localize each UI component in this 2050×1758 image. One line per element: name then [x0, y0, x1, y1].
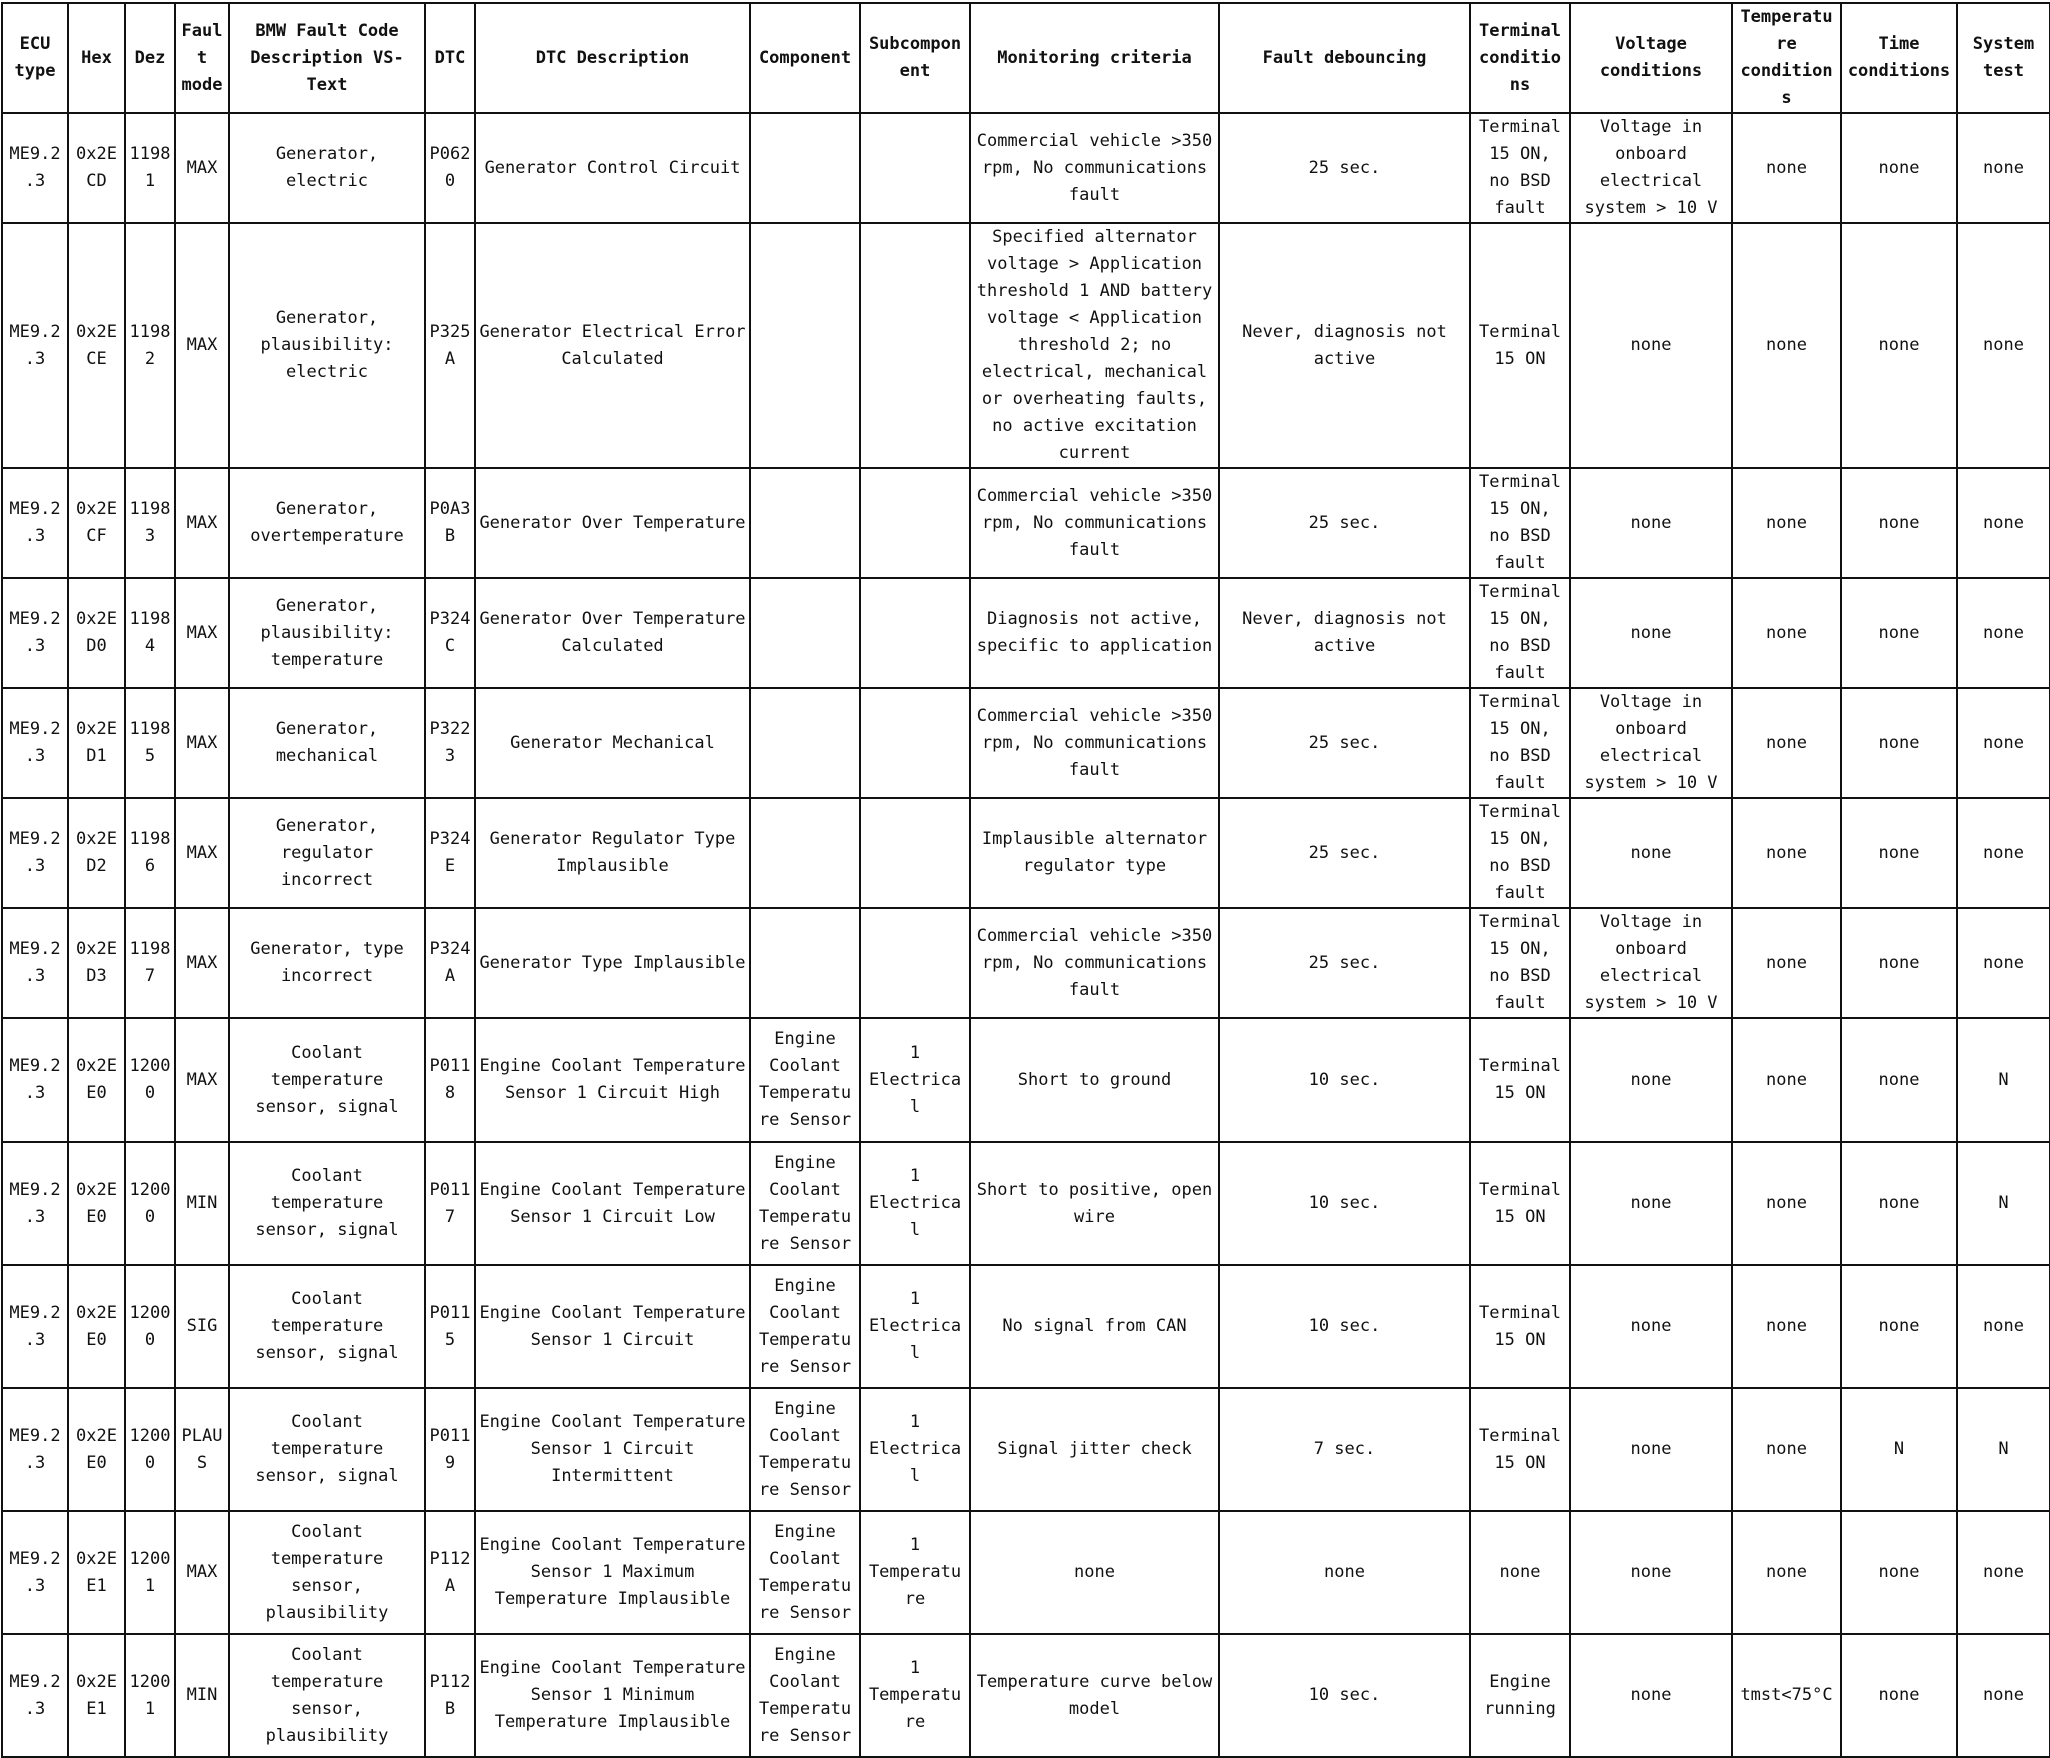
cell-dtc: P0620 [425, 113, 475, 223]
table-body [2, 113, 2050, 1757]
cell-bmw-description: Generator, mechanical [229, 688, 425, 798]
cell-temperature-conditions: none [1732, 578, 1841, 688]
fault-code-table [1, 2, 2050, 1758]
cell-component [750, 578, 860, 688]
cell-subcomponent [860, 113, 970, 223]
cell-system-test: none [1957, 223, 2050, 468]
cell-time-conditions: none [1841, 468, 1957, 578]
column-header-ecu-type: ECU type [2, 3, 68, 113]
cell-voltage-conditions: Voltage in onboard electrical system > 10 V [1570, 908, 1732, 1018]
cell-subcomponent [860, 468, 970, 578]
cell-bmw-description: Coolant temperature sensor, signal [229, 1388, 425, 1511]
cell-terminal-conditions: Terminal 15 ON [1470, 223, 1570, 468]
cell-fault-mode: MAX [175, 908, 229, 1018]
cell-subcomponent [860, 578, 970, 688]
cell-dtc-description: Generator Regulator Type Implausible [475, 798, 750, 908]
cell-hex: 0x2EE0 [68, 1018, 125, 1142]
cell-fault-mode: MIN [175, 1634, 229, 1757]
cell-temperature-conditions: none [1732, 1142, 1841, 1265]
cell-dtc: P324A [425, 908, 475, 1018]
cell-hex: 0x2EE0 [68, 1388, 125, 1511]
cell-component [750, 798, 860, 908]
cell-fault-debouncing: 25 sec. [1219, 798, 1470, 908]
cell-dtc: P0115 [425, 1265, 475, 1388]
cell-fault-mode: MAX [175, 1511, 229, 1634]
cell-dez: 11983 [125, 468, 175, 578]
cell-voltage-conditions: none [1570, 1142, 1732, 1265]
cell-ecu-type: ME9.2.3 [2, 1511, 68, 1634]
cell-subcomponent: 1 Electrical [860, 1018, 970, 1142]
cell-monitoring-criteria: Commercial vehicle >350 rpm, No communications fault [970, 908, 1219, 1018]
cell-system-test: none [1957, 1265, 2050, 1388]
cell-hex: 0x2ED1 [68, 688, 125, 798]
cell-dtc: P324C [425, 578, 475, 688]
cell-dtc-description: Generator Control Circuit [475, 113, 750, 223]
cell-dtc-description: Generator Type Implausible [475, 908, 750, 1018]
cell-temperature-conditions: none [1732, 113, 1841, 223]
cell-component [750, 908, 860, 1018]
cell-fault-debouncing: 25 sec. [1219, 468, 1470, 578]
cell-time-conditions: none [1841, 688, 1957, 798]
cell-time-conditions: none [1841, 578, 1957, 688]
table-row [2, 223, 2050, 468]
cell-monitoring-criteria: Commercial vehicle >350 rpm, No communications fault [970, 688, 1219, 798]
cell-fault-mode: MAX [175, 223, 229, 468]
cell-voltage-conditions: Voltage in onboard electrical system > 10 V [1570, 113, 1732, 223]
cell-fault-mode: MAX [175, 578, 229, 688]
cell-ecu-type: ME9.2.3 [2, 1142, 68, 1265]
cell-monitoring-criteria: Short to positive, open wire [970, 1142, 1219, 1265]
cell-fault-debouncing: none [1219, 1511, 1470, 1634]
cell-temperature-conditions: none [1732, 1511, 1841, 1634]
cell-fault-debouncing: 10 sec. [1219, 1018, 1470, 1142]
column-header-bmw-description: BMW Fault Code Description VS-Text [229, 3, 425, 113]
cell-dtc: P0118 [425, 1018, 475, 1142]
cell-terminal-conditions: Terminal 15 ON, no BSD fault [1470, 688, 1570, 798]
table-header [2, 3, 2050, 113]
cell-system-test: none [1957, 798, 2050, 908]
cell-dtc-description: Generator Mechanical [475, 688, 750, 798]
cell-time-conditions: none [1841, 1634, 1957, 1757]
cell-bmw-description: Generator, electric [229, 113, 425, 223]
cell-fault-debouncing: 25 sec. [1219, 908, 1470, 1018]
table-row [2, 1142, 2050, 1265]
cell-terminal-conditions: Terminal 15 ON [1470, 1142, 1570, 1265]
cell-voltage-conditions: Voltage in onboard electrical system > 10 V [1570, 688, 1732, 798]
cell-component: Engine Coolant Temperature Sensor [750, 1265, 860, 1388]
cell-dtc: P324E [425, 798, 475, 908]
cell-fault-mode: SIG [175, 1265, 229, 1388]
table-row [2, 1634, 2050, 1757]
cell-voltage-conditions: none [1570, 223, 1732, 468]
cell-dtc: P112B [425, 1634, 475, 1757]
cell-system-test: N [1957, 1388, 2050, 1511]
cell-terminal-conditions: Terminal 15 ON, no BSD fault [1470, 908, 1570, 1018]
cell-dtc-description: Engine Coolant Temperature Sensor 1 Circuit [475, 1265, 750, 1388]
cell-time-conditions: none [1841, 1265, 1957, 1388]
cell-dtc-description: Engine Coolant Temperature Sensor 1 Circuit Intermittent [475, 1388, 750, 1511]
cell-component: Engine Coolant Temperature Sensor [750, 1142, 860, 1265]
cell-system-test: none [1957, 1511, 2050, 1634]
cell-fault-mode: MAX [175, 468, 229, 578]
cell-terminal-conditions: none [1470, 1511, 1570, 1634]
cell-ecu-type: ME9.2.3 [2, 1634, 68, 1757]
cell-component: Engine Coolant Temperature Sensor [750, 1388, 860, 1511]
cell-fault-debouncing: Never, diagnosis not active [1219, 223, 1470, 468]
cell-dtc: P325A [425, 223, 475, 468]
column-header-terminal-conditions: Terminal conditions [1470, 3, 1570, 113]
cell-fault-debouncing: 25 sec. [1219, 113, 1470, 223]
column-header-dtc: DTC [425, 3, 475, 113]
cell-temperature-conditions: none [1732, 223, 1841, 468]
cell-voltage-conditions: none [1570, 578, 1732, 688]
cell-voltage-conditions: none [1570, 1018, 1732, 1142]
column-header-fault-debouncing: Fault debouncing [1219, 3, 1470, 113]
cell-terminal-conditions: Terminal 15 ON, no BSD fault [1470, 578, 1570, 688]
cell-component [750, 688, 860, 798]
table-row [2, 578, 2050, 688]
column-header-time-conditions: Time conditions [1841, 3, 1957, 113]
cell-fault-debouncing: 10 sec. [1219, 1142, 1470, 1265]
cell-ecu-type: ME9.2.3 [2, 1018, 68, 1142]
cell-subcomponent: 1 Electrical [860, 1388, 970, 1511]
cell-monitoring-criteria: none [970, 1511, 1219, 1634]
cell-dtc-description: Engine Coolant Temperature Sensor 1 Maximum Temperature Implausible [475, 1511, 750, 1634]
cell-system-test: none [1957, 113, 2050, 223]
cell-ecu-type: ME9.2.3 [2, 1388, 68, 1511]
cell-monitoring-criteria: Commercial vehicle >350 rpm, No communications fault [970, 113, 1219, 223]
cell-time-conditions: none [1841, 223, 1957, 468]
cell-terminal-conditions: Terminal 15 ON [1470, 1388, 1570, 1511]
cell-hex: 0x2ED0 [68, 578, 125, 688]
cell-bmw-description: Generator, regulator incorrect [229, 798, 425, 908]
cell-subcomponent [860, 798, 970, 908]
cell-ecu-type: ME9.2.3 [2, 798, 68, 908]
cell-voltage-conditions: none [1570, 1265, 1732, 1388]
column-header-dtc-description: DTC Description [475, 3, 750, 113]
cell-fault-mode: MAX [175, 798, 229, 908]
table-row [2, 1388, 2050, 1511]
cell-fault-debouncing: 7 sec. [1219, 1388, 1470, 1511]
cell-terminal-conditions: Engine running [1470, 1634, 1570, 1757]
cell-hex: 0x2EE1 [68, 1634, 125, 1757]
cell-bmw-description: Generator, plausibility: electric [229, 223, 425, 468]
cell-dez: 12001 [125, 1511, 175, 1634]
cell-hex: 0x2ECD [68, 113, 125, 223]
cell-time-conditions: none [1841, 1142, 1957, 1265]
cell-subcomponent: 1 Temperature [860, 1511, 970, 1634]
cell-system-test: none [1957, 468, 2050, 578]
cell-ecu-type: ME9.2.3 [2, 688, 68, 798]
cell-bmw-description: Generator, plausibility: temperature [229, 578, 425, 688]
cell-voltage-conditions: none [1570, 798, 1732, 908]
cell-system-test: N [1957, 1142, 2050, 1265]
cell-subcomponent: 1 Temperature [860, 1634, 970, 1757]
cell-component: Engine Coolant Temperature Sensor [750, 1634, 860, 1757]
cell-dez: 12000 [125, 1388, 175, 1511]
cell-system-test: none [1957, 578, 2050, 688]
cell-monitoring-criteria: Temperature curve below model [970, 1634, 1219, 1757]
cell-dtc-description: Engine Coolant Temperature Sensor 1 Circuit Low [475, 1142, 750, 1265]
cell-hex: 0x2ED2 [68, 798, 125, 908]
cell-monitoring-criteria: Signal jitter check [970, 1388, 1219, 1511]
cell-ecu-type: ME9.2.3 [2, 468, 68, 578]
cell-subcomponent [860, 688, 970, 798]
table-row [2, 908, 2050, 1018]
cell-hex: 0x2EE0 [68, 1142, 125, 1265]
cell-dez: 12000 [125, 1265, 175, 1388]
cell-time-conditions: none [1841, 113, 1957, 223]
cell-monitoring-criteria: Specified alternator voltage > Application threshold 1 AND battery voltage < Application threshold 2; no electrical, mechanical or overheating faults, no active excitation current [970, 223, 1219, 468]
cell-hex: 0x2ECF [68, 468, 125, 578]
cell-dez: 12000 [125, 1142, 175, 1265]
cell-terminal-conditions: Terminal 15 ON, no BSD fault [1470, 798, 1570, 908]
cell-dtc: P0A3B [425, 468, 475, 578]
column-header-monitoring-criteria: Monitoring criteria [970, 3, 1219, 113]
cell-system-test: N [1957, 1018, 2050, 1142]
cell-dez: 11986 [125, 798, 175, 908]
cell-component [750, 223, 860, 468]
cell-subcomponent [860, 908, 970, 1018]
cell-dez: 11985 [125, 688, 175, 798]
cell-voltage-conditions: none [1570, 468, 1732, 578]
cell-dez: 11987 [125, 908, 175, 1018]
cell-fault-mode: MIN [175, 1142, 229, 1265]
cell-dtc-description: Engine Coolant Temperature Sensor 1 Minimum Temperature Implausible [475, 1634, 750, 1757]
cell-monitoring-criteria: Commercial vehicle >350 rpm, No communications fault [970, 468, 1219, 578]
cell-voltage-conditions: none [1570, 1511, 1732, 1634]
cell-bmw-description: Coolant temperature sensor, signal [229, 1265, 425, 1388]
cell-dtc-description: Engine Coolant Temperature Sensor 1 Circuit High [475, 1018, 750, 1142]
cell-bmw-description: Coolant temperature sensor, signal [229, 1018, 425, 1142]
cell-terminal-conditions: Terminal 15 ON, no BSD fault [1470, 468, 1570, 578]
cell-monitoring-criteria: No signal from CAN [970, 1265, 1219, 1388]
cell-dez: 11981 [125, 113, 175, 223]
cell-fault-debouncing: 10 sec. [1219, 1634, 1470, 1757]
cell-temperature-conditions: none [1732, 1265, 1841, 1388]
table-row [2, 1511, 2050, 1634]
cell-monitoring-criteria: Implausible alternator regulator type [970, 798, 1219, 908]
column-header-dez: Dez [125, 3, 175, 113]
cell-monitoring-criteria: Short to ground [970, 1018, 1219, 1142]
cell-dtc-description: Generator Over Temperature Calculated [475, 578, 750, 688]
table-row [2, 468, 2050, 578]
cell-dtc: P0117 [425, 1142, 475, 1265]
column-header-fault-mode: Fault mode [175, 3, 229, 113]
cell-fault-mode: PLAUS [175, 1388, 229, 1511]
table-row [2, 798, 2050, 908]
column-header-subcomponent: Subcomponent [860, 3, 970, 113]
cell-bmw-description: Coolant temperature sensor, plausibility [229, 1511, 425, 1634]
cell-subcomponent [860, 223, 970, 468]
cell-time-conditions: none [1841, 1511, 1957, 1634]
cell-fault-mode: MAX [175, 1018, 229, 1142]
cell-temperature-conditions: none [1732, 688, 1841, 798]
cell-dtc: P0119 [425, 1388, 475, 1511]
cell-component: Engine Coolant Temperature Sensor [750, 1018, 860, 1142]
cell-temperature-conditions: tmst<75°C [1732, 1634, 1841, 1757]
cell-ecu-type: ME9.2.3 [2, 113, 68, 223]
cell-voltage-conditions: none [1570, 1634, 1732, 1757]
cell-subcomponent: 1 Electrical [860, 1142, 970, 1265]
cell-ecu-type: ME9.2.3 [2, 578, 68, 688]
cell-dtc: P3223 [425, 688, 475, 798]
cell-system-test: none [1957, 1634, 2050, 1757]
cell-ecu-type: ME9.2.3 [2, 223, 68, 468]
cell-bmw-description: Coolant temperature sensor, plausibility [229, 1634, 425, 1757]
cell-temperature-conditions: none [1732, 1018, 1841, 1142]
header-row [2, 3, 2050, 113]
cell-dtc: P112A [425, 1511, 475, 1634]
cell-time-conditions: N [1841, 1388, 1957, 1511]
cell-terminal-conditions: Terminal 15 ON, no BSD fault [1470, 113, 1570, 223]
cell-bmw-description: Generator, overtemperature [229, 468, 425, 578]
cell-ecu-type: ME9.2.3 [2, 908, 68, 1018]
cell-temperature-conditions: none [1732, 468, 1841, 578]
cell-system-test: none [1957, 908, 2050, 1018]
cell-subcomponent: 1 Electrical [860, 1265, 970, 1388]
cell-monitoring-criteria: Diagnosis not active, specific to application [970, 578, 1219, 688]
table-row [2, 113, 2050, 223]
column-header-hex: Hex [68, 3, 125, 113]
cell-system-test: none [1957, 688, 2050, 798]
cell-terminal-conditions: Terminal 15 ON [1470, 1265, 1570, 1388]
cell-time-conditions: none [1841, 1018, 1957, 1142]
cell-terminal-conditions: Terminal 15 ON [1470, 1018, 1570, 1142]
cell-hex: 0x2ECE [68, 223, 125, 468]
cell-fault-mode: MAX [175, 688, 229, 798]
cell-bmw-description: Coolant temperature sensor, signal [229, 1142, 425, 1265]
cell-hex: 0x2EE0 [68, 1265, 125, 1388]
cell-hex: 0x2EE1 [68, 1511, 125, 1634]
cell-fault-mode: MAX [175, 113, 229, 223]
cell-fault-debouncing: 25 sec. [1219, 688, 1470, 798]
cell-hex: 0x2ED3 [68, 908, 125, 1018]
cell-dez: 12001 [125, 1634, 175, 1757]
cell-dez: 11982 [125, 223, 175, 468]
cell-dtc-description: Generator Over Temperature [475, 468, 750, 578]
cell-ecu-type: ME9.2.3 [2, 1265, 68, 1388]
cell-temperature-conditions: none [1732, 798, 1841, 908]
cell-temperature-conditions: none [1732, 1388, 1841, 1511]
cell-temperature-conditions: none [1732, 908, 1841, 1018]
table-row [2, 1265, 2050, 1388]
cell-time-conditions: none [1841, 798, 1957, 908]
table-row [2, 688, 2050, 798]
cell-time-conditions: none [1841, 908, 1957, 1018]
cell-component [750, 113, 860, 223]
cell-dez: 12000 [125, 1018, 175, 1142]
cell-component: Engine Coolant Temperature Sensor [750, 1511, 860, 1634]
column-header-system-test: System test [1957, 3, 2050, 113]
column-header-voltage-conditions: Voltage conditions [1570, 3, 1732, 113]
cell-component [750, 468, 860, 578]
cell-dtc-description: Generator Electrical Error Calculated [475, 223, 750, 468]
column-header-temperature-conditions: Temperature conditions [1732, 3, 1841, 113]
cell-fault-debouncing: 10 sec. [1219, 1265, 1470, 1388]
cell-bmw-description: Generator, type incorrect [229, 908, 425, 1018]
cell-dez: 11984 [125, 578, 175, 688]
table-row [2, 1018, 2050, 1142]
cell-voltage-conditions: none [1570, 1388, 1732, 1511]
cell-fault-debouncing: Never, diagnosis not active [1219, 578, 1470, 688]
column-header-component: Component [750, 3, 860, 113]
